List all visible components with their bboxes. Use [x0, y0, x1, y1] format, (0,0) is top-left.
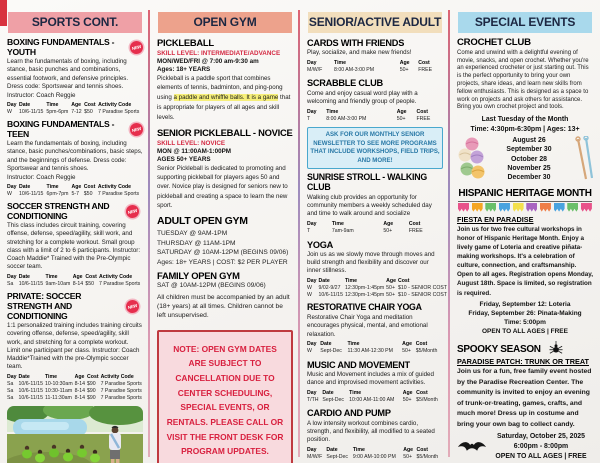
- table-header-cell: Age: [386, 277, 396, 284]
- hispanic-heritage-title: HISPANIC HERITAGE MONTH: [458, 187, 592, 199]
- table-cell: $90: [87, 380, 96, 387]
- table-header-cell: Activity Code: [99, 273, 133, 280]
- table-header-cell: Age: [402, 341, 412, 348]
- schedule-table: [307, 59, 443, 73]
- table-header-row: [7, 373, 144, 380]
- new-badge-icon: NEW: [129, 122, 145, 138]
- highlighted-text: a paddle and whiffle balls. It is a game: [173, 94, 279, 102]
- spooky-title: SPOOKY SEASON: [457, 343, 541, 355]
- table-header-cell: Time: [347, 341, 360, 348]
- table-cell: W: [307, 284, 312, 291]
- kids-soccer-photo: [7, 406, 143, 463]
- table-header-row: [7, 101, 143, 108]
- section-cards: [307, 38, 443, 73]
- crochet-time-ages-line: Time: 4:30pm-6:30pm | Ages: 13+: [470, 126, 580, 134]
- section-pickleball: [157, 38, 293, 123]
- table-header-row: [307, 446, 443, 453]
- program-title-row: [307, 408, 443, 418]
- section-soccer: [7, 202, 143, 287]
- table-cell: 10:30-11am: [44, 387, 73, 394]
- trunk-or-treat-subtitle: PARADISE PATCH: TRUNK OR TREAT: [457, 357, 590, 367]
- table-header-row: [7, 183, 143, 190]
- table-cell: Sa: [7, 394, 14, 401]
- ages-line: AGES 50+ YEARS: [157, 155, 211, 163]
- table-cell: 7 Paradise Sports: [98, 108, 140, 115]
- table-cell: 11:30 AM-12:30 PM: [347, 348, 393, 355]
- table-cell: 12:30pm-1:45pm: [344, 284, 385, 291]
- new-badge-icon: NEW: [129, 40, 145, 56]
- program-title-row: [307, 360, 443, 370]
- table-header-cell: Age: [71, 183, 82, 190]
- program-title: PRIVATE: SOCCER STRENGTH AND CONDITIONING: [7, 291, 82, 321]
- table-cell: 7 Paradise Sports: [100, 380, 142, 387]
- program-title-row: [457, 38, 593, 49]
- program-description: Join us as we slowly move through moves and build strength and flexibility and discover our inner stillness.: [307, 250, 435, 275]
- table-cell: 50+: [399, 66, 409, 73]
- table-row: [7, 280, 143, 287]
- table-header-cell: Day: [307, 108, 317, 115]
- fiesta-time-line: Time: 5:00pm: [504, 318, 546, 326]
- table-cell: Sept-Dec: [320, 348, 342, 355]
- spooky-open-line: OPEN TO ALL AGES | FREE: [495, 452, 587, 460]
- program-title: YOGA: [307, 239, 334, 250]
- table-cell: 8:00 AM-3:00 PM: [334, 66, 375, 73]
- fiesta-open-line: OPEN TO ALL AGES | FREE: [482, 327, 568, 335]
- schedule-table: [7, 183, 143, 197]
- table-cell: Sept-Dec: [326, 453, 348, 460]
- table-cell: Sa: [7, 280, 14, 287]
- table-header-cell: Cost: [416, 389, 428, 396]
- table-header-cell: Age: [402, 389, 413, 396]
- table-row: [7, 108, 143, 115]
- section-private-soccer: [7, 292, 143, 401]
- table-cell: 9:00 AM-10:00 PM: [352, 453, 396, 460]
- table-header-row: [7, 273, 143, 280]
- table-cell: T/TH: [307, 396, 319, 403]
- table-cell: 10:00 AM-11:00 AM: [349, 396, 395, 403]
- table-cell: $10 - SENIOR COST: [397, 291, 447, 298]
- table-cell: 10/6-11/15: [18, 387, 43, 394]
- table-header-row: [307, 221, 443, 228]
- table-cell: 7 Paradise Sports: [100, 387, 142, 394]
- table-cell: $10 - SENIOR COST: [397, 284, 447, 291]
- program-title-row: [7, 38, 143, 57]
- table-cell: 50+: [402, 348, 411, 355]
- table-cell: 9am-10am: [45, 280, 71, 287]
- table-cell: 7 Paradise Sports: [99, 280, 141, 287]
- corner-accent: [0, 0, 7, 26]
- table-row: [7, 380, 144, 387]
- program-title: MUSIC AND MOVEMENT: [307, 359, 410, 370]
- table-cell: W: [7, 190, 12, 197]
- table-row: [307, 284, 449, 291]
- section-adult-open-gym: [157, 216, 293, 266]
- table-row: [7, 387, 144, 394]
- table-cell: 7-12: [71, 108, 82, 115]
- program-title: RESTORATIVE CHAIR YOGA: [307, 302, 422, 313]
- table-header-cell: Cost: [418, 59, 430, 66]
- spider-icon: [549, 341, 563, 355]
- table-header-cell: Age: [396, 108, 407, 115]
- table-header-cell: Cost: [84, 101, 96, 108]
- kids-photo-illustration: [7, 406, 143, 463]
- table-cell: Sa: [7, 380, 14, 387]
- fiesta-subtitle: FIESTA EN PARADISE: [457, 214, 534, 224]
- table-cell: 50+: [402, 396, 412, 403]
- table-header-row: [307, 108, 443, 115]
- table-header-row: [307, 389, 443, 396]
- program-title: CARDIO AND PUMP: [307, 408, 391, 419]
- program-description: Senior Pickleball is dedicated to promoting and supporting pickleball for players ages 50 and over. Novice play is designed for seniors new to pickleball and creating a space to learn the new sport.: [157, 164, 288, 209]
- table-header-cell: Date: [320, 341, 332, 348]
- new-badge-icon: NEW: [125, 204, 141, 220]
- schedule-table: [307, 446, 443, 460]
- table-cell: 10/6-11/15: [18, 394, 43, 401]
- table-row: [307, 291, 449, 298]
- table-cell: FREE: [416, 115, 431, 122]
- program-title: SCRABBLE CLUB: [307, 78, 383, 89]
- program-description: 1:1 personalized training includes training circuits covering offense, defense, speed/agility, skill work, and stretching for a complete workout. Limit one participant per class. Instructor: Coach Maddie*Trained with the pre-Olympic soccer team.: [7, 322, 142, 371]
- table-cell: $5/Month: [415, 348, 438, 355]
- table-header-cell: Day: [7, 273, 17, 280]
- special-events-header: SPECIAL EVENTS: [458, 12, 592, 33]
- table-header-cell: Time: [44, 373, 57, 380]
- section-scrabble: [307, 78, 443, 122]
- senior-newsletter-box: ASK FOR OUR MONTHLY SENIOR NEWSLETTER TO SEE MORE PROGRAMS THAT INCLUDE WORKSHOPS, FIELD TRIPS, AND MORE!: [307, 127, 443, 169]
- table-header-cell: Cost: [416, 108, 428, 115]
- table-cell: 50+: [383, 228, 393, 235]
- table-header-cell: Time: [46, 183, 59, 190]
- table-header-cell: Age: [399, 59, 410, 66]
- description-text: that is appropriate for players of all ages and skill levels.: [157, 94, 291, 122]
- program-title: BOXING FUNDAMENTALS - TEEN: [7, 119, 115, 139]
- schedule-table: [7, 101, 143, 115]
- table-header-cell: Day: [307, 389, 317, 396]
- program-title: SOCCER STRENGTH AND CONDITIONING: [7, 201, 110, 221]
- program-title: ADULT OPEN GYM: [157, 215, 248, 228]
- program-title-row: [7, 292, 143, 321]
- table-row: [307, 115, 443, 122]
- table-cell: 50+: [396, 115, 406, 122]
- table-row: [307, 66, 443, 73]
- program-title-row: [307, 78, 443, 88]
- description-text: Pickleball is a paddle sport that combines elements of tennis, badminton, and ping-pong using: [157, 74, 283, 102]
- table-header-cell: Time: [326, 108, 339, 115]
- program-title-row: [7, 120, 143, 139]
- table-header-cell: Day: [307, 277, 317, 284]
- table-header-cell: Cost: [87, 373, 99, 380]
- table-header-cell: Cost: [416, 446, 428, 453]
- schedule-line: MON @ 11:00AM-1:00PM: [157, 147, 232, 155]
- table-cell: 50+: [403, 453, 413, 460]
- table-header-cell: Day: [307, 341, 317, 348]
- table-cell: 8-14: [72, 280, 84, 287]
- table-header-cell: Date: [18, 373, 30, 380]
- table-cell: 8-14: [74, 394, 86, 401]
- table-cell: 10/6-11/15: [18, 108, 44, 115]
- table-cell: 10/6-11/15: [19, 190, 44, 197]
- schedule-line: SAT @ 10AM-12PM (BEGINS 09/06): [157, 282, 266, 290]
- table-header-cell: Date: [326, 446, 338, 453]
- open-gym-note-box: NOTE: OPEN GYM DATES ARE SUBJECT TO CANCELLATION DUE TO CENTER SCHEDULING, SPECIAL EVENTS, OR RENTALS. PLEASE CALL OR VISIT THE FRONT DESK FOR PROGRAM UPDATES.: [157, 330, 293, 463]
- schedule-table: [7, 373, 144, 401]
- section-music-movement: [307, 360, 443, 404]
- table-header-cell: Time: [344, 277, 357, 284]
- section-spooky-season: [457, 341, 593, 461]
- table-cell: 50+: [386, 291, 395, 298]
- table-header-cell: Day: [307, 446, 317, 453]
- column-sports: [0, 0, 150, 463]
- table-cell: 8:00 AM-3:00 PM: [326, 115, 367, 122]
- table-row: [307, 396, 443, 403]
- program-description: A low intensity workout combines cardio, strength, and flexibility, all modified to a seated position.: [307, 419, 435, 444]
- spooky-time-line: 6:00pm - 8:00pm: [513, 442, 569, 450]
- column-special-events: [450, 0, 600, 463]
- table-header-cell: Activity Code: [98, 101, 132, 108]
- program-title: CROCHET CLUB: [457, 37, 531, 48]
- table-cell: M/W/F: [307, 453, 323, 460]
- table-row: [307, 228, 443, 235]
- schedule-table: [307, 389, 443, 403]
- table-header-cell: Cost: [408, 221, 421, 228]
- section-yoga: [307, 239, 447, 299]
- list-item: December 30: [507, 174, 551, 182]
- table-cell: 8-14: [74, 380, 86, 387]
- fold-divider: [298, 10, 300, 457]
- table-header-row: [307, 277, 449, 284]
- table-cell: W: [307, 291, 312, 298]
- table-cell: Sa: [7, 387, 14, 394]
- table-cell: $50: [85, 280, 94, 287]
- schedule-table: [307, 277, 449, 298]
- table-header-cell: Day: [307, 59, 317, 66]
- program-title-row: [157, 38, 293, 49]
- table-header-cell: Day: [7, 183, 17, 190]
- program-title: FAMILY OPEN GYM: [157, 269, 240, 281]
- table-header-cell: Cost: [415, 341, 428, 348]
- table-cell: FREE: [408, 228, 423, 235]
- table-header-cell: Date: [18, 101, 31, 108]
- program-description: All children must be accompanied by an adult (18+ years) at all times. Children cannot be left unsupervised.: [157, 294, 290, 319]
- program-title-row: [157, 216, 293, 228]
- table-header-cell: Time: [352, 446, 365, 453]
- program-title: SUNRISE STROLL - WALKING CLUB: [307, 172, 427, 193]
- program-description: [157, 74, 293, 124]
- program-title-row: [307, 173, 443, 193]
- program-description: Learn the fundamentals of boxing, including stance, basic punches and combinations, essential footwork, and defensive principles. Dress code: Sportswear and tennis shoes.: [7, 58, 129, 90]
- table-header-cell: Date: [18, 273, 30, 280]
- new-badge-icon: NEW: [125, 299, 141, 315]
- program-title: SENIOR PICKLEBALL - NOVICE: [157, 127, 293, 139]
- fiesta-event-lines: [457, 300, 593, 318]
- table-cell: $90: [87, 394, 96, 401]
- section-chair-yoga: [307, 303, 443, 354]
- program-title-row: [157, 271, 293, 282]
- table-header-cell: Time: [349, 389, 362, 396]
- program-title: CARDS WITH FRIENDS: [307, 38, 405, 48]
- fold-divider: [448, 10, 450, 457]
- list-item: September 30: [506, 146, 552, 154]
- program-description: Play, socialize, and make new friends!: [307, 49, 412, 57]
- list-item: October 28: [511, 155, 547, 163]
- instructor-line: Instructor: Coach Reggie: [7, 92, 76, 99]
- schedule-line: THURSDAY @ 11AM-1PM: [157, 239, 236, 247]
- program-title-row: [307, 38, 443, 48]
- program-description: Join us for two free cultural workshops in honor of Hispanic Heritage Month. Enjoy a lively game of Loteria and creative piñata-making workshops. It's a celebration of culture, connection, and craftsmanship. Open to all ages. Registration opens Monday, August 18th. Space is limited, so registration is required.: [457, 225, 593, 297]
- table-row: [307, 453, 443, 460]
- section-boxing-teen: [7, 120, 143, 197]
- schedule-line: SATURDAY @ 10AM-12PM (BEGINS 09/06): [157, 249, 289, 257]
- program-title: PICKLEBALL: [157, 37, 214, 48]
- table-row: [7, 394, 144, 401]
- table-cell: T: [307, 115, 311, 122]
- table-header-row: [307, 341, 443, 348]
- program-title-row: [157, 128, 293, 139]
- table-header-cell: Time: [334, 59, 347, 66]
- ages-cost-line: Ages: 18+ YEARS | COST: $2 PER PLAYER: [157, 258, 288, 266]
- table-header-cell: Cost: [83, 183, 96, 190]
- open-gym-header: OPEN GYM: [158, 12, 292, 33]
- papel-picado-banner-icon: [458, 201, 592, 212]
- table-cell: 12:30pm-1:45pm: [344, 291, 385, 298]
- program-title-row: [307, 240, 443, 250]
- section-sunrise-stroll: [307, 173, 443, 234]
- ages-line: Ages: 18+ YEARS: [157, 65, 211, 73]
- table-header-cell: Age: [72, 273, 83, 280]
- table-cell: M/W/F: [307, 66, 323, 73]
- table-cell: W: [307, 348, 312, 355]
- skill-level-line: SKILL LEVEL: NOVICE: [157, 139, 226, 147]
- table-cell: 10/6-11/15: [18, 280, 44, 287]
- table-cell: 9/02-9/27: [318, 284, 341, 291]
- list-item: August 26: [512, 137, 546, 145]
- program-title-row: [7, 202, 143, 221]
- schedule-table: [307, 341, 443, 355]
- program-description: Come and enjoy casual word play with a welcoming and friendly group of people.: [307, 89, 418, 105]
- table-header-cell: Activity Code: [97, 183, 132, 190]
- table-cell: 10-10:30am: [44, 380, 73, 387]
- table-header-cell: Cost: [85, 273, 97, 280]
- spooky-date-line: Saturday, October 25, 2025: [497, 433, 585, 441]
- list-item: Friday, September 26: Pinata-Making: [468, 309, 582, 317]
- skill-level-line: SKILL LEVEL: INTERMEDIATE/ADVANCE: [157, 49, 281, 57]
- crochet-dates-row: [457, 136, 593, 183]
- bat-icon: [457, 439, 487, 455]
- program-description: Join us for a fun, free family event hosted by the Paradise Recreation Center. The community is invited to enjoy an evening of trunk-or-treating, games, crafts, and much more! Dress up in costume and bring your own bag to collect candy.: [457, 368, 592, 428]
- column-senior: [300, 0, 450, 463]
- table-cell: Sept-Dec: [322, 396, 344, 403]
- program-description: Learn the fundamentals of boxing, including stance, basic punches/combinations, basic steps, and the beginnings of defense. Dress code: Sportswear and tennis shoes.: [7, 140, 143, 172]
- crochet-dates-list: [485, 136, 573, 183]
- table-header-cell: Age: [71, 101, 82, 108]
- sports-header: SPORTS CONT.: [8, 12, 142, 33]
- section-family-open-gym: [157, 271, 293, 321]
- table-header-cell: Day: [7, 373, 17, 380]
- table-cell: 7am-9am: [331, 228, 354, 235]
- spooky-title-row: [457, 341, 593, 355]
- table-cell: 7 Paradise Sports: [97, 190, 140, 197]
- table-cell: $50: [83, 190, 93, 197]
- table-header-cell: Cost: [397, 277, 410, 284]
- section-hispanic-heritage: [457, 188, 593, 336]
- table-cell: $50: [84, 108, 93, 115]
- program-description: Music and Movement includes a mix of guided dance and improvised movement activities.: [307, 371, 434, 387]
- instructor-line: Instructor: Coach Reggie: [7, 174, 76, 181]
- table-cell: $5/Month: [416, 453, 439, 460]
- table-cell: 10/6-11/15: [18, 380, 43, 387]
- program-description: Come and unwind with a delightful evening of movie, snacks, and open crochet. Whether you're an experienced crocheter or just starting out. This is the perfect opportunity to bring your own projects, share ideas, and learn new skills from fellow enthusiasts. This is designed as a space to work on projects and ask others for assistance. Bring you own crochet project and tools.: [457, 49, 589, 111]
- table-header-cell: Time: [331, 221, 344, 228]
- table-header-cell: Date: [19, 183, 31, 190]
- table-cell: T: [307, 228, 311, 235]
- table-cell: FREE: [418, 66, 433, 73]
- table-cell: 11-11:30am: [44, 394, 72, 401]
- senior-header: SENIOR/ACTIVE ADULT: [308, 12, 442, 33]
- table-row: [307, 348, 443, 355]
- table-cell: $5/Month: [416, 396, 438, 403]
- schedule-line: TUESDAY @ 9AM-1PM: [157, 230, 228, 238]
- program-title: BOXING FUNDAMENTALS - YOUTH: [7, 37, 115, 57]
- table-cell: 10/6-11/15: [318, 291, 343, 298]
- table-header-cell: Time: [45, 273, 58, 280]
- section-cardio-pump: [307, 408, 443, 460]
- program-title-row: [307, 303, 443, 313]
- yarn-balls-icon: [457, 136, 485, 182]
- fold-divider: [148, 10, 150, 457]
- table-cell: 6pm-7pm: [46, 190, 69, 197]
- schedule-table: [7, 273, 143, 287]
- spooky-date-row: [457, 432, 593, 461]
- program-description: Walking club provides an opportunity for community members a weekly scheduled day and time to walk around and socialize: [307, 193, 432, 218]
- table-header-cell: Age: [74, 373, 85, 380]
- column-open-gym: [150, 0, 300, 463]
- table-header-cell: Date: [322, 389, 334, 396]
- table-cell: W: [7, 108, 12, 115]
- table-header-cell: Age: [403, 446, 414, 453]
- table-header-cell: Age: [383, 221, 394, 228]
- table-cell: 7 Paradise Sports: [100, 394, 142, 401]
- crochet-hooks-icon: [573, 136, 593, 182]
- section-senior-pickleball: [157, 128, 293, 210]
- section-boxing-youth: [7, 38, 143, 115]
- table-cell: 5pm-6pm: [46, 108, 69, 115]
- table-header-cell: Time: [46, 101, 59, 108]
- section-crochet-club: [457, 38, 593, 183]
- list-item: Friday, September 12: Loteria: [479, 300, 571, 308]
- program-description: Restorative Chair Yoga and meditation encourages physical, mental, and emotional relaxation.: [307, 314, 428, 338]
- table-cell: $90: [87, 387, 96, 394]
- table-cell: 5-7: [71, 190, 79, 197]
- table-header-cell: Date: [318, 277, 330, 284]
- schedule-line: MON/WED/FRI @ 7:00 am-9:30 am: [157, 57, 259, 65]
- schedule-table: [307, 221, 443, 235]
- table-header-row: [307, 59, 443, 66]
- schedule-table: [307, 108, 443, 122]
- table-cell: 8-14: [74, 387, 86, 394]
- crochet-when-line: Last Tuesday of the Month: [481, 116, 569, 124]
- table-row: [7, 190, 143, 197]
- program-description: This class includes circuit training, covering offense, defense, speed/agility, skill work, and stretching for a complete workout. Small group class with a limit of 2 to 6 participants. Instructor: Coach Maddie* Trained with the Pre-Olympic soccer team.: [7, 222, 141, 271]
- table-header-cell: Day: [307, 221, 317, 228]
- table-cell: 50+: [386, 284, 395, 291]
- table-header-cell: Activity Code: [100, 373, 134, 380]
- table-header-cell: Day: [7, 101, 17, 108]
- list-item: November 25: [507, 165, 551, 173]
